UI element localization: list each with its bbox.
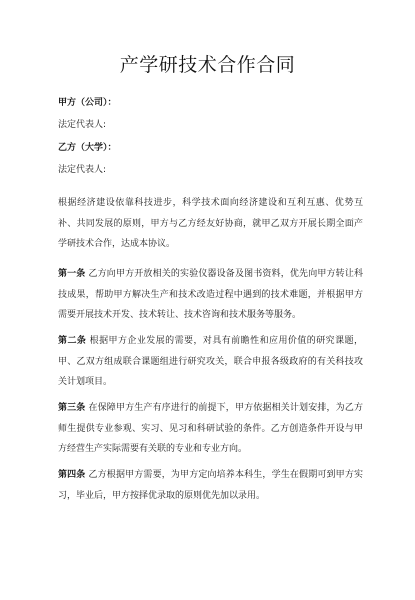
article-2-number: 第二条 [58,336,87,346]
page-title: 产学研技术合作合同 [119,54,296,76]
article-4 [58,465,363,506]
article-1-text: 乙方向甲方开放相关的实验仪器设备及图书资料，优先向甲方转让科技成果，帮助甲方解决生产和技术改造过程中遇到的技术难题，并根据甲方需要开展技术开发、技术转让、技术咨询和技术服务等服务。 [58,269,363,320]
party-b-representative: 法定代表人: [58,165,107,175]
article-3 [58,398,363,460]
preamble-paragraph: 根据经济建设依靠科技进步，科学技术面向经济建设和互利互惠、优势互补、共同发展的原则，甲方与乙方经友好协商，就甲乙双方开展长期全面产学研技术合作，达成本协议。 [58,198,363,249]
article-2 [58,331,363,393]
article-2-text: 根据甲方企业发展的需要，对具有前瞻性和应用价值的研究课题，甲、乙双方组成联合课题组进行研究攻关，联合申报各级政府的有关科技攻关计划项目。 [58,336,363,387]
party-a-label: 甲方（公司）： [58,98,117,108]
party-b-label: 乙方（大学）： [58,143,117,153]
article-4-text: 乙方根据甲方需要，为甲方定向培养本科生，学生在假期可到甲方实习，毕业后，甲方按择优录取的原则优先加以录用。 [58,470,363,501]
article-3-number: 第三条 [58,403,86,413]
party-a-representative: 法定代表人: [58,120,107,130]
article-1 [58,264,363,326]
article-1-number: 第一条 [58,269,86,279]
article-4-number: 第四条 [58,470,86,480]
article-3-text: 在保障甲方生产有序进行的前提下，甲方依据相关计划安排，为乙方师生提供专业参观、实习、见习和科研试验的条件。乙方创造条件开设与甲方经营生产实际需要有关联的专业和专业方向。 [58,403,363,454]
